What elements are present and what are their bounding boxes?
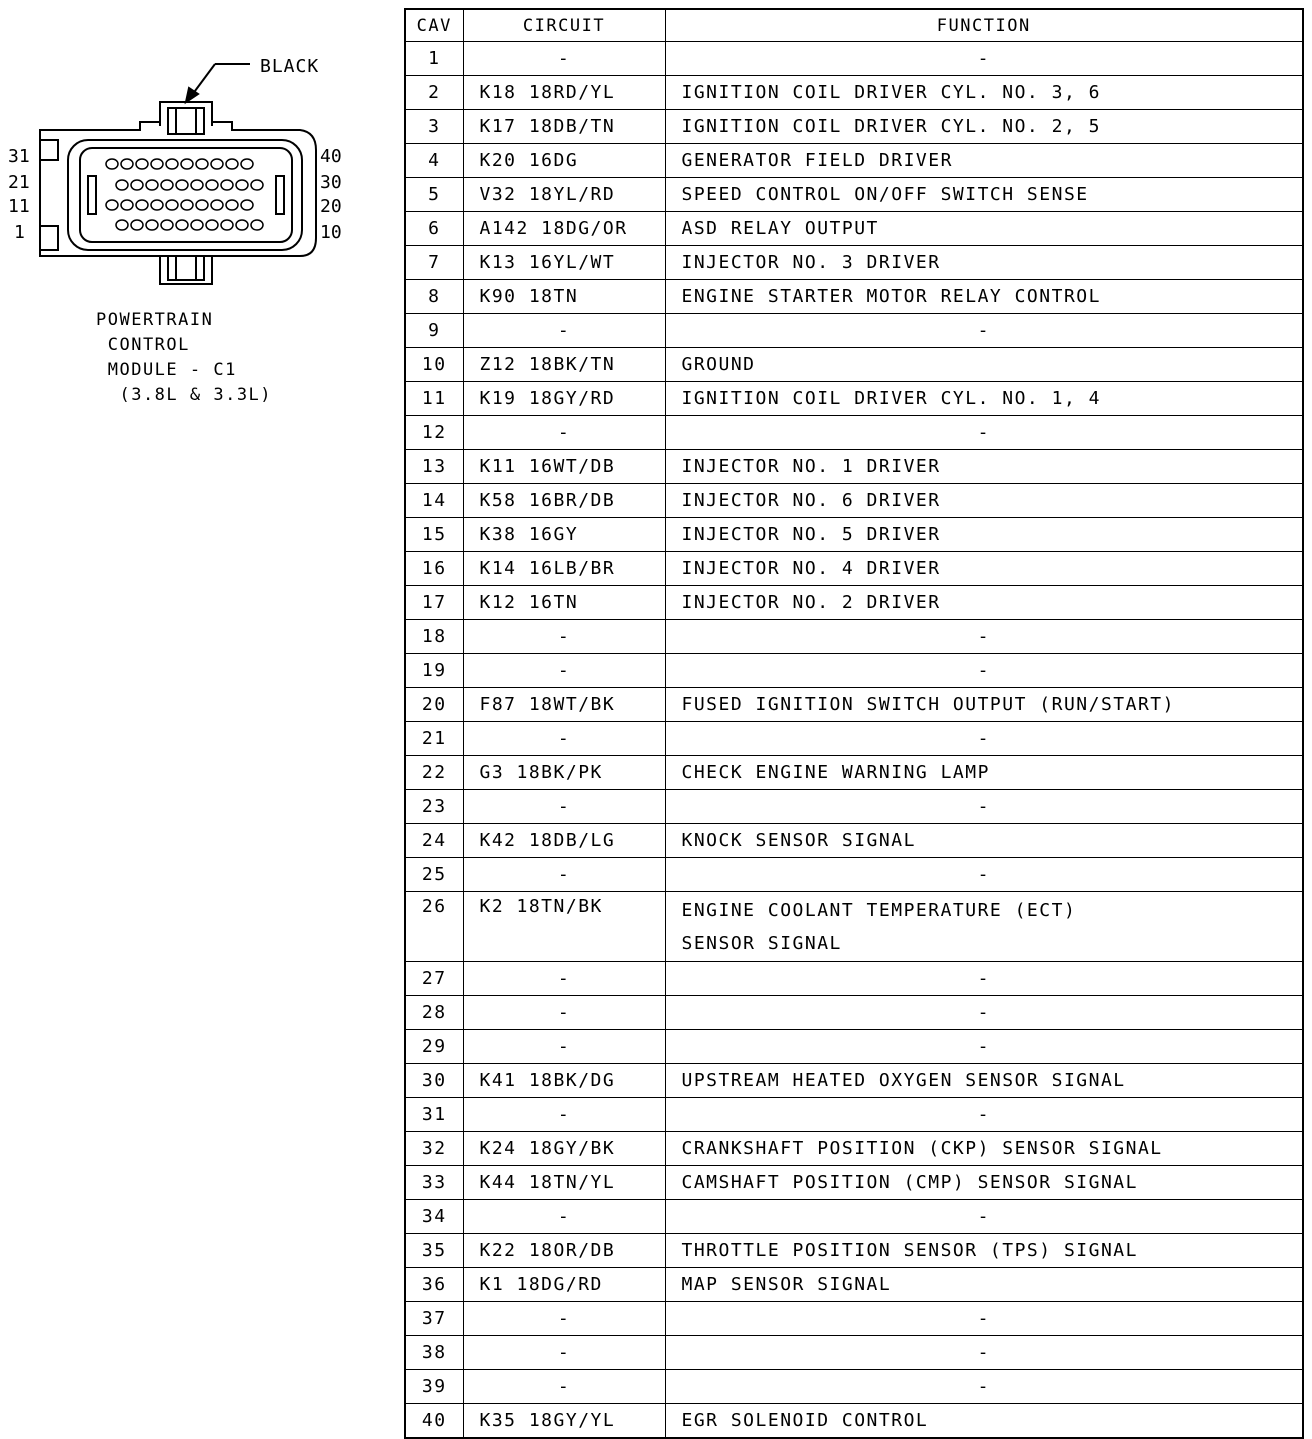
- cell-cav: 9: [405, 314, 463, 348]
- cell-cav: 20: [405, 688, 463, 722]
- pin-hole: [131, 180, 143, 190]
- cell-circuit: -: [463, 1098, 665, 1132]
- cell-circuit: -: [463, 996, 665, 1030]
- pin-hole: [176, 180, 188, 190]
- cell-cav: 29: [405, 1030, 463, 1064]
- right-pin-number: 40: [320, 146, 342, 167]
- cell-circuit: -: [463, 620, 665, 654]
- cell-circuit: K44 18TN/YL: [463, 1166, 665, 1200]
- table-row: [405, 586, 1303, 620]
- cell-cav: 27: [405, 962, 463, 996]
- left-pin-number: 21: [8, 172, 30, 193]
- table-row: [405, 246, 1303, 280]
- cell-cav: 17: [405, 586, 463, 620]
- cell-circuit: -: [463, 1302, 665, 1336]
- table-row: [405, 416, 1303, 450]
- table-row: [405, 1064, 1303, 1098]
- header-cav: CAV: [405, 9, 463, 42]
- pin-hole: [161, 220, 173, 230]
- pin-hole: [106, 159, 118, 169]
- cell-function: -: [665, 1030, 1303, 1064]
- cell-function: THROTTLE POSITION SENSOR (TPS) SIGNAL: [665, 1234, 1303, 1268]
- cell-function: IGNITION COIL DRIVER CYL. NO. 3, 6: [665, 76, 1303, 110]
- cell-circuit: K24 18GY/BK: [463, 1132, 665, 1166]
- cell-circuit: K41 18BK/DG: [463, 1064, 665, 1098]
- cell-circuit: -: [463, 790, 665, 824]
- table-row: [405, 76, 1303, 110]
- pin-hole: [121, 200, 133, 210]
- pin-hole: [206, 180, 218, 190]
- cell-function: -: [665, 416, 1303, 450]
- cell-cav: 4: [405, 144, 463, 178]
- cell-function: -: [665, 1336, 1303, 1370]
- pin-hole: [236, 220, 248, 230]
- left-pin-number: 31: [8, 146, 30, 167]
- pin-hole: [181, 159, 193, 169]
- cell-circuit: V32 18YL/RD: [463, 178, 665, 212]
- cell-cav: 38: [405, 1336, 463, 1370]
- pin-hole: [166, 159, 178, 169]
- table-row: [405, 1370, 1303, 1404]
- caption-line: MODULE - C1: [96, 360, 237, 380]
- cell-function: -: [665, 790, 1303, 824]
- cell-function: -: [665, 1370, 1303, 1404]
- right-pin-number: 30: [320, 172, 342, 193]
- pin-hole: [206, 220, 218, 230]
- table-row: [405, 824, 1303, 858]
- pin-hole: [226, 159, 238, 169]
- pin-hole: [146, 180, 158, 190]
- cell-circuit: K20 16DG: [463, 144, 665, 178]
- right-pin-number: 10: [320, 222, 342, 243]
- cell-function: INJECTOR NO. 6 DRIVER: [665, 484, 1303, 518]
- table-row: [405, 42, 1303, 76]
- cell-circuit: K38 16GY: [463, 518, 665, 552]
- cell-cav: 30: [405, 1064, 463, 1098]
- cell-function: GENERATOR FIELD DRIVER: [665, 144, 1303, 178]
- cell-function: MAP SENSOR SIGNAL: [665, 1268, 1303, 1302]
- cell-circuit: K2 18TN/BK: [463, 892, 665, 962]
- cell-function: INJECTOR NO. 5 DRIVER: [665, 518, 1303, 552]
- pin-hole: [121, 159, 133, 169]
- cell-circuit: K18 18RD/YL: [463, 76, 665, 110]
- left-pin-number: 11: [8, 196, 30, 217]
- caption-line: POWERTRAIN: [96, 310, 214, 330]
- table-row: [405, 654, 1303, 688]
- pin-hole: [181, 200, 193, 210]
- table-row: [405, 620, 1303, 654]
- cell-circuit: K35 18GY/YL: [463, 1404, 665, 1439]
- table-row: [405, 756, 1303, 790]
- right-pin-number: 20: [320, 196, 342, 217]
- cell-circuit: -: [463, 1200, 665, 1234]
- cell-circuit: -: [463, 1030, 665, 1064]
- cell-function: KNOCK SENSOR SIGNAL: [665, 824, 1303, 858]
- cell-function: INJECTOR NO. 2 DRIVER: [665, 586, 1303, 620]
- pin-hole: [131, 220, 143, 230]
- pin-hole: [176, 220, 188, 230]
- table-row: [405, 314, 1303, 348]
- header-function: FUNCTION: [665, 9, 1303, 42]
- function-line: SENSOR SIGNAL: [681, 932, 842, 954]
- cell-function: -: [665, 1200, 1303, 1234]
- table-row: [405, 1404, 1303, 1439]
- table-row: [405, 280, 1303, 314]
- cell-circuit: -: [463, 42, 665, 76]
- pin-hole: [241, 200, 253, 210]
- cell-cav: 35: [405, 1234, 463, 1268]
- cell-function: ENGINE STARTER MOTOR RELAY CONTROL: [665, 280, 1303, 314]
- cell-circuit: K58 16BR/DB: [463, 484, 665, 518]
- table-row: [405, 688, 1303, 722]
- table-row: [405, 484, 1303, 518]
- cell-circuit: K14 16LB/BR: [463, 552, 665, 586]
- cell-cav: 21: [405, 722, 463, 756]
- cell-function: ASD RELAY OUTPUT: [665, 212, 1303, 246]
- cell-circuit: -: [463, 416, 665, 450]
- cell-function: SPEED CONTROL ON/OFF SWITCH SENSE: [665, 178, 1303, 212]
- table-row: [405, 1336, 1303, 1370]
- cell-function: GROUND: [665, 348, 1303, 382]
- table-row: [405, 382, 1303, 416]
- cell-function: -: [665, 42, 1303, 76]
- pin-hole: [136, 200, 148, 210]
- cell-cav: 6: [405, 212, 463, 246]
- table-row: [405, 518, 1303, 552]
- cell-cav: 40: [405, 1404, 463, 1439]
- table-row: [405, 722, 1303, 756]
- cell-circuit: -: [463, 1336, 665, 1370]
- pin-hole: [116, 220, 128, 230]
- cell-cav: 28: [405, 996, 463, 1030]
- table-row: [405, 1234, 1303, 1268]
- pin-hole: [236, 180, 248, 190]
- caption-line: CONTROL: [96, 335, 190, 355]
- cell-cav: 3: [405, 110, 463, 144]
- pin-hole: [151, 200, 163, 210]
- pin-hole: [251, 220, 263, 230]
- cell-cav: 33: [405, 1166, 463, 1200]
- cell-circuit: K19 18GY/RD: [463, 382, 665, 416]
- cell-cav: 13: [405, 450, 463, 484]
- table-row: [405, 110, 1303, 144]
- cell-circuit: K17 18DB/TN: [463, 110, 665, 144]
- pin-hole: [116, 180, 128, 190]
- cell-cav: 15: [405, 518, 463, 552]
- connector-color-label: BLACK: [260, 56, 320, 77]
- caption-line: (3.8L & 3.3L): [96, 385, 273, 405]
- table-row: [405, 1302, 1303, 1336]
- cell-cav: 36: [405, 1268, 463, 1302]
- cell-function: FUSED IGNITION SWITCH OUTPUT (RUN/START): [665, 688, 1303, 722]
- cell-cav: 11: [405, 382, 463, 416]
- pin-hole: [221, 220, 233, 230]
- table-row: [405, 996, 1303, 1030]
- cell-function: [665, 892, 1303, 962]
- pin-hole: [196, 159, 208, 169]
- cell-circuit: -: [463, 654, 665, 688]
- pin-hole: [136, 159, 148, 169]
- table-row: [405, 790, 1303, 824]
- cell-function: CAMSHAFT POSITION (CMP) SENSOR SIGNAL: [665, 1166, 1303, 1200]
- cell-circuit: A142 18DG/OR: [463, 212, 665, 246]
- cell-cav: 19: [405, 654, 463, 688]
- table-row: [405, 552, 1303, 586]
- table-row: [405, 1268, 1303, 1302]
- pin-hole: [251, 180, 263, 190]
- left-pin-number: 1: [14, 222, 25, 243]
- table-row: [405, 1166, 1303, 1200]
- cell-function: -: [665, 620, 1303, 654]
- cell-circuit: G3 18BK/PK: [463, 756, 665, 790]
- pin-hole: [166, 200, 178, 210]
- cell-circuit: K22 18OR/DB: [463, 1234, 665, 1268]
- cell-function: -: [665, 858, 1303, 892]
- cell-function: -: [665, 1302, 1303, 1336]
- pin-hole: [191, 220, 203, 230]
- cell-cav: 23: [405, 790, 463, 824]
- cell-cav: 34: [405, 1200, 463, 1234]
- cell-cav: 14: [405, 484, 463, 518]
- cell-circuit: -: [463, 858, 665, 892]
- table-row: [405, 450, 1303, 484]
- cell-cav: 10: [405, 348, 463, 382]
- table-row: [405, 1200, 1303, 1234]
- cell-cav: 7: [405, 246, 463, 280]
- cell-cav: 5: [405, 178, 463, 212]
- cell-cav: 2: [405, 76, 463, 110]
- cell-function: EGR SOLENOID CONTROL: [665, 1404, 1303, 1439]
- cell-function: INJECTOR NO. 3 DRIVER: [665, 246, 1303, 280]
- pin-hole: [106, 200, 118, 210]
- cell-function: -: [665, 654, 1303, 688]
- table-row: [405, 1030, 1303, 1064]
- cell-circuit: K1 18DG/RD: [463, 1268, 665, 1302]
- cell-function: -: [665, 314, 1303, 348]
- connector-diagram: [0, 0, 400, 420]
- table-row: [405, 212, 1303, 246]
- table-row: [405, 1098, 1303, 1132]
- cell-cav: 31: [405, 1098, 463, 1132]
- table-header-row: [405, 9, 1303, 42]
- cell-function: IGNITION COIL DRIVER CYL. NO. 2, 5: [665, 110, 1303, 144]
- cell-circuit: K42 18DB/LG: [463, 824, 665, 858]
- table-row: [405, 144, 1303, 178]
- pin-hole: [196, 200, 208, 210]
- cell-cav: 24: [405, 824, 463, 858]
- pin-hole: [211, 200, 223, 210]
- table-row: [405, 1132, 1303, 1166]
- cell-function: IGNITION COIL DRIVER CYL. NO. 1, 4: [665, 382, 1303, 416]
- cell-cav: 8: [405, 280, 463, 314]
- cell-circuit: K12 16TN: [463, 586, 665, 620]
- cell-function: UPSTREAM HEATED OXYGEN SENSOR SIGNAL: [665, 1064, 1303, 1098]
- cell-function: -: [665, 1098, 1303, 1132]
- pin-hole: [211, 159, 223, 169]
- pin-hole: [161, 180, 173, 190]
- cell-function: INJECTOR NO. 4 DRIVER: [665, 552, 1303, 586]
- pin-hole: [191, 180, 203, 190]
- cell-circuit: -: [463, 962, 665, 996]
- cell-circuit: F87 18WT/BK: [463, 688, 665, 722]
- cell-function: -: [665, 996, 1303, 1030]
- table-row: [405, 348, 1303, 382]
- cell-cav: 32: [405, 1132, 463, 1166]
- cell-cav: 37: [405, 1302, 463, 1336]
- pin-hole: [146, 220, 158, 230]
- pin-hole: [221, 180, 233, 190]
- cell-cav: 25: [405, 858, 463, 892]
- pin-hole: [241, 159, 253, 169]
- table-row: [405, 892, 1303, 962]
- cell-cav: 22: [405, 756, 463, 790]
- table-row: [405, 962, 1303, 996]
- pin-hole: [226, 200, 238, 210]
- cell-circuit: Z12 18BK/TN: [463, 348, 665, 382]
- cell-circuit: -: [463, 314, 665, 348]
- cell-circuit: K90 18TN: [463, 280, 665, 314]
- cell-cav: 26: [405, 892, 463, 962]
- cell-cav: 18: [405, 620, 463, 654]
- table-row: [405, 858, 1303, 892]
- cell-circuit: -: [463, 722, 665, 756]
- cell-circuit: -: [463, 1370, 665, 1404]
- cell-function: INJECTOR NO. 1 DRIVER: [665, 450, 1303, 484]
- connector-caption: [96, 308, 296, 408]
- pin-hole: [151, 159, 163, 169]
- function-line: ENGINE COOLANT TEMPERATURE (ECT): [681, 899, 1077, 921]
- cell-cav: 12: [405, 416, 463, 450]
- cell-function: CHECK ENGINE WARNING LAMP: [665, 756, 1303, 790]
- cell-function: CRANKSHAFT POSITION (CKP) SENSOR SIGNAL: [665, 1132, 1303, 1166]
- cell-circuit: K11 16WT/DB: [463, 450, 665, 484]
- cell-function: -: [665, 962, 1303, 996]
- cell-cav: 39: [405, 1370, 463, 1404]
- cell-circuit: K13 16YL/WT: [463, 246, 665, 280]
- header-circuit: CIRCUIT: [463, 9, 665, 42]
- table-row: [405, 178, 1303, 212]
- cell-cav: 16: [405, 552, 463, 586]
- pinout-table: [404, 8, 1304, 1439]
- cell-function: -: [665, 722, 1303, 756]
- cell-cav: 1: [405, 42, 463, 76]
